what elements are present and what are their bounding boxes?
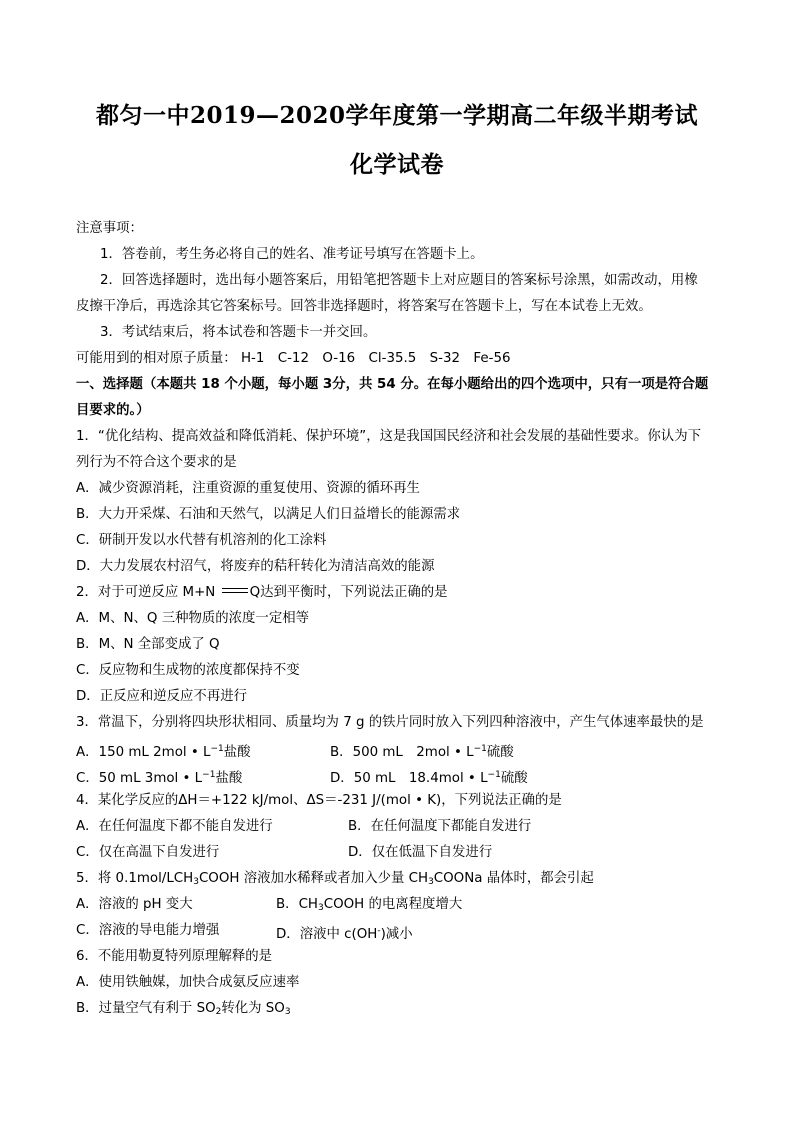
q3-b-text: B．500 mL 2mol • L (330, 745, 474, 760)
q5-stem-pre: 5．将 0.1mol/LCH (76, 871, 194, 886)
q2-option-a: A．M、N、Q 三种物质的浓度一定相等 (76, 611, 309, 626)
notes-heading: 注意事项： (76, 221, 143, 236)
equilibrium-arrow-icon (222, 587, 248, 595)
q6-b-mid: 转化为 SO (221, 1001, 285, 1016)
q5-b-pre: B．CH (276, 897, 318, 912)
note-item-3: 3．考试结束后，将本试卷和答题卡一并交回。 (100, 325, 377, 340)
note-item-2-cont: 皮擦干净后，再选涂其它答案标号。回答非选择题时，将答案写在答题卡上，写在本试卷上无效。 (76, 299, 652, 314)
q6-stem: 6．不能用勒夏特列原理解释的是 (76, 949, 272, 964)
note-item-2: 2．回答选择题时，选出每小题答案后，用铅笔把答题卡上对应题目的答案标号涂黑，如需改动，用橡 (100, 273, 698, 288)
q3-d-text: D．50 mL 18.4mol • L (330, 771, 488, 786)
q6-option-a: A．使用铁触媒，加快合成氨反应速率 (76, 975, 300, 990)
q2-option-d: D．正反应和逆反应不再进行 (76, 689, 247, 704)
section-heading: 一、选择题（本题共 18 个小题，每小题 3分，共 54 分。在每小题给出的四个选项中，只有一项是符合题 (76, 377, 709, 392)
q5-d-post: )减小 (380, 927, 413, 942)
q1-option-a: A．减少资源消耗，注重资源的重复使用、资源的循环再生 (76, 481, 420, 496)
exam-title: 都匀一中2019—2020学年度第一学期高二年级半期考试 (95, 102, 699, 129)
q5-sub: 3 (318, 903, 324, 913)
q6-option-b (76, 1000, 291, 1021)
q5-option-a: A．溶液的 pH 变大 (76, 897, 193, 912)
q4-option-c: C．仅在高温下自发进行 (76, 845, 220, 860)
q5-sub: 3 (193, 877, 199, 887)
q5-d-sup: - (377, 926, 381, 936)
q1-stem-cont: 列行为不符合这个要求的是 (76, 455, 237, 470)
q1-option-d: D．大力发展农村沼气，将废弃的秸秆转化为清洁高效的能源 (76, 559, 435, 574)
q1-stem: 1．“优化结构、提高效益和降低消耗、保护环境”，这是我国国民经济和社会发展的基础性要求。你认为下 (76, 429, 701, 444)
q1-option-b: B．大力开采煤、石油和天然气，以满足人们日益增长的能源需求 (76, 507, 461, 522)
q3-stem: 3．常温下，分别将四块形状相同、质量均为 7 g 的铁片同时放入下列四种溶液中，产生气体速率最快的是 (76, 715, 704, 730)
q3-a-text: A．150 mL 2mol • L (76, 745, 211, 760)
q3-d-acid: 硫酸 (500, 771, 528, 786)
q2-option-c: C．反应物和生成物的浓度都保持不变 (76, 663, 300, 678)
q3-b-exp: −1 (473, 744, 487, 754)
q2-option-b: B．M、N 全部变成了 Q (76, 637, 220, 652)
q5-stem-mid: COOH 溶液加水稀释或者加入少量 CH (198, 871, 429, 886)
q5-option-c: C．溶液的导电能力增强 (76, 923, 220, 938)
q5-stem-post: COONa 晶体时，都会引起 (433, 871, 594, 886)
q1-option-c: C．研制开发以水代替有机溶剂的化工涂料 (76, 533, 327, 548)
q3-c-exp: −1 (202, 770, 216, 780)
q3-c-text: C．50 mL 3mol • L (76, 771, 203, 786)
q4-option-d: D．仅在低温下自发进行 (348, 845, 493, 860)
q2-stem (76, 584, 448, 602)
note-item-1: 1．答卷前，考生务必将自己的姓名、准考证号填写在答题卡上。 (100, 247, 484, 262)
q3-a-acid: 盐酸 (223, 745, 251, 760)
q4-option-a: A．在任何温度下都不能自发进行 (76, 819, 273, 834)
exam-subtitle: 化学试卷 (350, 151, 444, 178)
q5-sub: 3 (428, 877, 434, 887)
q6-sub: 3 (284, 1007, 291, 1017)
q5-d-pre: D．溶液中 c(OH (276, 927, 378, 942)
q3-option-a (76, 740, 251, 762)
q3-option-c (76, 766, 242, 788)
q4-stem: 4．某化学反应的ΔH＝+122 kJ/mol、ΔS＝-231 J/(mol • K)，下列说法正确的是 (76, 793, 562, 808)
q3-option-d (330, 766, 528, 788)
q3-b-acid: 硫酸 (486, 745, 514, 760)
q3-c-acid: 盐酸 (215, 771, 243, 786)
q5-option-b (276, 896, 462, 917)
q5-stem (76, 870, 594, 891)
q3-d-exp: −1 (487, 770, 501, 780)
q2-stem-pre: 2．对于可逆反应 M+N (76, 585, 220, 600)
q3-a-exp: −1 (210, 744, 224, 754)
q4-option-b: B．在任何温度下都能自发进行 (348, 819, 532, 834)
section-heading-cont: 目要求的。） (76, 403, 150, 418)
q6-sub: 2 (215, 1007, 222, 1017)
q5-b-post: COOH 的电离程度增大 (323, 897, 463, 912)
q3-option-b (330, 740, 514, 762)
atomic-masses: 可能用到的相对原子质量： H-1 C-12 O-16 Cl-35.5 S-32 Fe-56 (76, 351, 511, 366)
q2-stem-post: Q达到平衡时，下列说法正确的是 (249, 585, 448, 600)
q6-b-pre: B．过量空气有利于 SO (76, 1001, 216, 1016)
q5-option-d (276, 922, 413, 944)
